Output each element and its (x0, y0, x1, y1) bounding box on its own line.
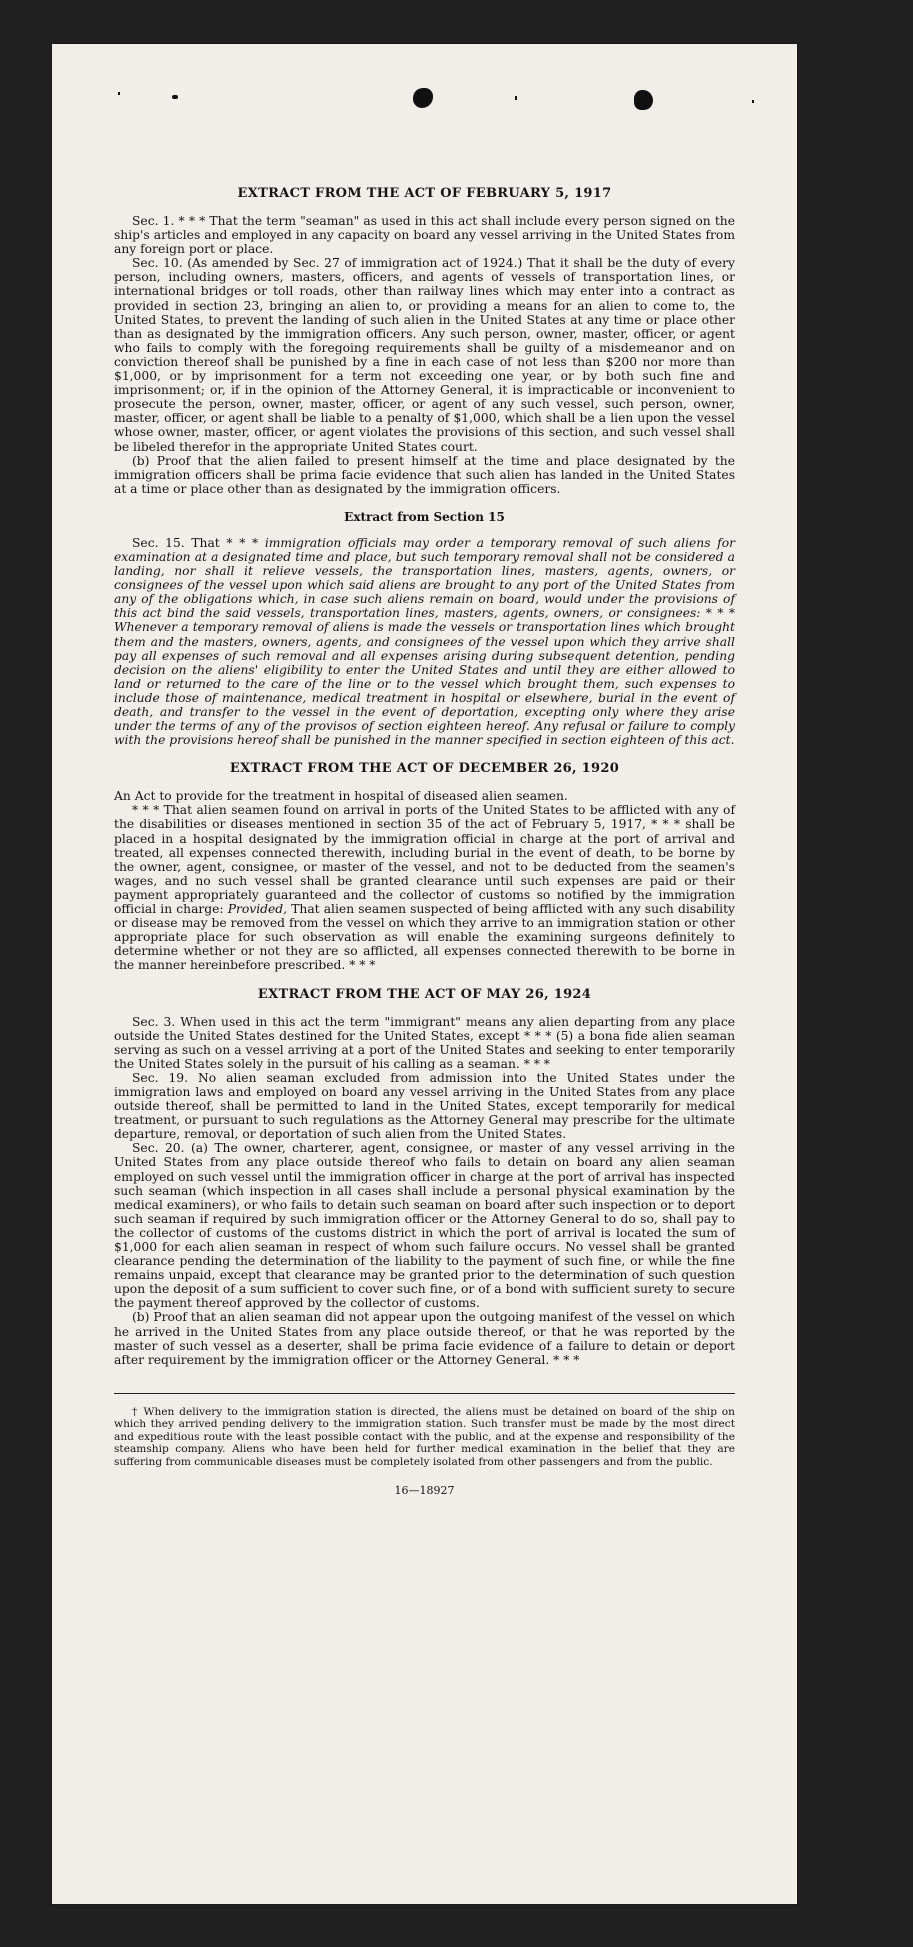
footnote-block (114, 1406, 735, 1469)
section-15-lead: Sec. 15. That * * * (132, 535, 259, 550)
section-15-text (114, 536, 735, 747)
act-1917-sec-10: Sec. 10. (As amended by Sec. 27 of immigration act of 1924.) That it shall be the duty of every person, including owners, masters, officers, and agents of vessels of transportation lines, or international bridges or toll roads, other than railway lines which may enter into a contract as provided in section 23, bringing an alien to, or providing a means for an alien to come to, the United States, to prevent the landing of such alien in the United States at any time or place other than as designated by the immigration officers. Any such person, owner, master, officer, or agent who fails to comply with the foregoing requirements shall be guilty of a misdemeanor and on conviction thereof shall be punished by a fine in each case of not less than $200 nor more than $1,000, or by imprisonment for a term not exceeding one year, or by both such fine and imprisonment; or, if in the opinion of the Attorney General, it is impracticable or inconvenient to prosecute the person, owner, master, officer, or agent of any such vessel, such person, owner, master, officer, or agent shall be liable to a penalty of $1,000, which shall be a lien upon the vessel whose owner, master, officer, or agent violates the provisions of this section, and such vessel shall be libeled therefor in the appropriate United States court. (114, 256, 735, 454)
footnote-text: † When delivery to the immigration station is directed, the aliens must be detained on board of the ship on which they arrived pending delivery to the immigration station. Such transfer must be made by the most direct and expeditious route with the least possible contact with the public, and at the expense and responsibility of the steamship company. Aliens who have been held for further medical examination in the belief that they are suffering from communicable diseases must be completely isolated from other passengers and from the public. (114, 1405, 735, 1468)
act-1920-text (114, 803, 735, 972)
act-1924-sec-3: Sec. 3. When used in this act the term "immigrant" means any alien departing from any place outside the United States destined for the United States, except * * * (5) a bona fide alien seaman serving as such on a vessel arriving at a port of the United States and seeking to enter temporarily the United States solely in the pursuit of his calling as a seaman. * * * (114, 1014, 735, 1071)
act-1920-proviso: Provided, (227, 902, 288, 917)
act-1924-sec-20-a: Sec. 20. (a) The owner, charterer, agent, consignee, or master of any vessel arriving in the United States from any place outside thereof who fails to detain on board any alien seaman employed on such vessel until the immigration officer in charge at the port of arrival has inspected such seaman (which inspection in all cases shall include a personal physical examination by the medical examiners), or who fails to detain such seaman on board after such inspection or to deport such seaman if required by such immigration officer or the Attorney General to do so, shall pay to the collector of customs of the customs district in which the port of arrival is located the sum of $1,000 for each alien seaman in respect of whom such failure occurs. No vessel shall be granted clearance pending the determination of the liability to the payment of such fine, or while the fine remains unpaid, except that clearance may be granted prior to the determination of such question upon the deposit of a sum sufficient to cover such fine, or of a bond with sufficient surety to secure the payment thereof approved by the collector of customs. (114, 1141, 735, 1311)
act-1924-sec-20-b: (b) Proof that an alien seaman did not appear upon the outgoing manifest of the vessel on which he arrived in the United States from any place outside thereof, or that he was reported by the master of such vessel as a deserter, shall be prima facie evidence of a failure to detain or deport after requirement by the immigration officer or the Attorney General. * * * (114, 1310, 735, 1367)
scan-speck (752, 100, 754, 103)
document-number: 16—18927 (394, 1484, 455, 1498)
scan-speck (515, 96, 517, 100)
scan-speck (118, 92, 120, 95)
act-1924-sec-19: Sec. 19. No alien seaman excluded from admission into the United States under the immigration laws and employed on board any vessel arriving in the United States from any place outside thereof, shall be permitted to land in the United States, except temporarily for medical treatment, or pursuant to such regulations as the Attorney General may prescribe for the ultimate departure, removal, or deportation of such alien from the United States. (114, 1070, 735, 1142)
act-1920-intro: An Act to provide for the treatment in hospital of diseased alien seamen. (114, 789, 568, 804)
hole-punch-mark (634, 90, 653, 110)
hole-punch-mark (413, 88, 433, 108)
act-1920-title: EXTRACT FROM THE ACT OF DECEMBER 26, 1920 (229, 761, 620, 777)
act-1917-title: EXTRACT FROM THE ACT OF FEBRUARY 5, 1917 (237, 186, 612, 201)
footnote-divider (114, 1393, 735, 1394)
document-content (114, 186, 735, 1497)
act-1917-sec-1: Sec. 1. * * * That the term "seaman" as used in this act shall include every person signed on the ship's articles and employed in any capacity on board any vessel arriving in the United States from any foreign port or place. (114, 214, 735, 257)
act-1920-body-a: * * * That alien seamen found on arrival in ports of the United States to be afflicted with any of the disabilities or diseases mentioned in section 35 of the act of February 5, 1917, * * * shall be placed in a hospital designated by the immigration official in charge at the port of arrival and treated, all expenses connected therewith, including burial in the event of death, to be borne by the owner, agent, consignee, or master of the vessel, and not to be deducted from the seamen's wages, and no such vessel shall be granted clearance until such expenses are paid or their payment appropriately guaranteed and the collector of customs so notified by the immigration official in charge: (114, 803, 735, 917)
scan-speck (172, 95, 178, 99)
section-15-title: Extract from Section 15 (344, 509, 505, 524)
document-page (52, 44, 797, 1904)
scan-marks (52, 44, 797, 164)
act-1917-sec-10-b: (b) Proof that the alien failed to present himself at the time and place designated by the immigration officers shall be prima facie evidence that such alien has landed in the United States at a time or place other than as designated by the immigration officers. (114, 453, 735, 496)
section-15-body: immigration officials may order a temporary removal of such aliens for examination at a designated time and place, but such temporary removal shall not be considered a landing, nor shall it relieve vessels, the transportation lines, masters, agents, owners, or consignees of the vessel upon which said aliens are brought to any port of the United States from any of the obligations which, in case such aliens remain on board, would under the provisions of this act bind the said vessels, transportation lines, masters, agents, owners, or consignees: * * * Whenever a temporary removal of aliens is made the vessels or transportation lines which brought them and the masters, owners, agents, and consignees of the vessel upon which they arrive shall pay all expenses of such removal and all expenses arising during subsequent detention, pending decision on the aliens' eligibility to enter the United States and until they are either allowed to land or returned to the care of the line or to the vessel which brought them, such expenses to include those of maintenance, medical treatment in hospital or elsewhere, burial in the event of death, and transfer to the vessel in the event of deportation, excepting only where they arise under the terms of any of the provisos of section eighteen hereof. Any refusal or failure to comply with the provisions hereof shall be punished in the manner specified in section eighteen of this act. (114, 535, 735, 748)
act-1920-body-b: That alien seamen suspected of being afflicted with any such disability or disease may be removed from the vessel on which they arrive to an immigration station or other appropriate place for such observation as will enable the examining surgeons definitely to determine whether or not they are so afflicted, all expenses connected therewith to be borne in the manner hereinbefore prescribed. * * * (114, 902, 735, 973)
act-1924-title: EXTRACT FROM THE ACT OF MAY 26, 1924 (257, 986, 592, 1002)
